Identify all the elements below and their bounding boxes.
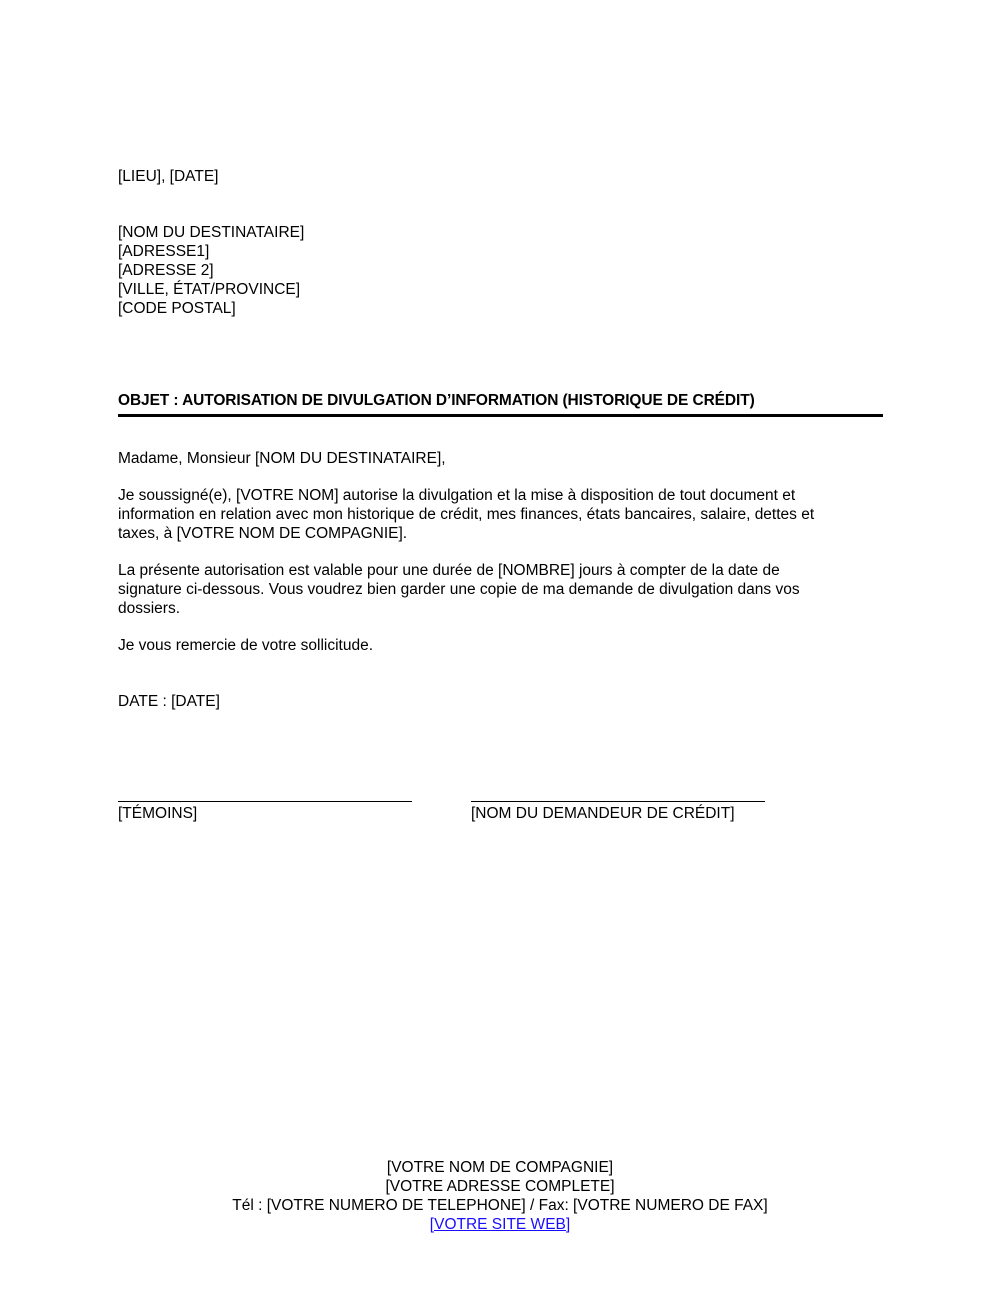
witness-label: [TÉMOINS] (118, 805, 198, 822)
applicant-signature-line (471, 801, 765, 802)
witness-signature-line (118, 801, 412, 802)
recipient-name: [NOM DU DESTINATAIRE] (118, 224, 305, 241)
closing-line: Je vous remercie de votre sollicitude. (118, 637, 374, 654)
letter-footer (0, 1158, 1000, 1234)
place-date: [LIEU], [DATE] (118, 168, 219, 185)
date-line: DATE : [DATE] (118, 693, 220, 710)
recipient-city-state: [VILLE, ÉTAT/PROVINCE] (118, 281, 301, 298)
recipient-address-1: [ADRESSE1] (118, 243, 210, 260)
recipient-postal-code: [CODE POSTAL] (118, 300, 236, 317)
salutation: Madame, Monsieur [NOM DU DESTINATAIRE], (118, 450, 446, 467)
paragraph-validity (118, 561, 878, 618)
subject-divider (118, 414, 883, 417)
footer-website-link[interactable]: [VOTRE SITE WEB] (429, 1216, 571, 1233)
paragraph-line: signature ci-dessous. Vous voudrez bien garder une copie de ma demande de divulgation dans vos (118, 581, 800, 598)
paragraph-line: Je soussigné(e), [VOTRE NOM] autorise la divulgation et la mise à disposition de tout document et (118, 487, 796, 504)
paragraph-line: information en relation avec mon historique de crédit, mes finances, états bancaires, salaire, dettes et (118, 506, 815, 523)
paragraph-line: dossiers. (118, 600, 181, 617)
footer-address: [VOTRE ADRESSE COMPLETE] (385, 1178, 615, 1195)
footer-company: [VOTRE NOM DE COMPAGNIE] (386, 1159, 614, 1176)
recipient-address-block (118, 223, 304, 318)
paragraph-line: La présente autorisation est valable pour une durée de [NOMBRE] jours à compter de la date de (118, 562, 780, 579)
paragraph-line: taxes, à [VOTRE NOM DE COMPAGNIE]. (118, 525, 408, 542)
recipient-address-2: [ADRESSE 2] (118, 262, 214, 279)
footer-contact: Tél : [VOTRE NUMERO DE TELEPHONE] / Fax: [VOTRE NUMERO DE FAX] (232, 1197, 768, 1214)
applicant-label: [NOM DU DEMANDEUR DE CRÉDIT] (471, 805, 735, 822)
paragraph-authorization (118, 486, 878, 543)
subject-line: OBJET : AUTORISATION DE DIVULGATION D’INFORMATION (HISTORIQUE DE CRÉDIT) (118, 392, 755, 409)
